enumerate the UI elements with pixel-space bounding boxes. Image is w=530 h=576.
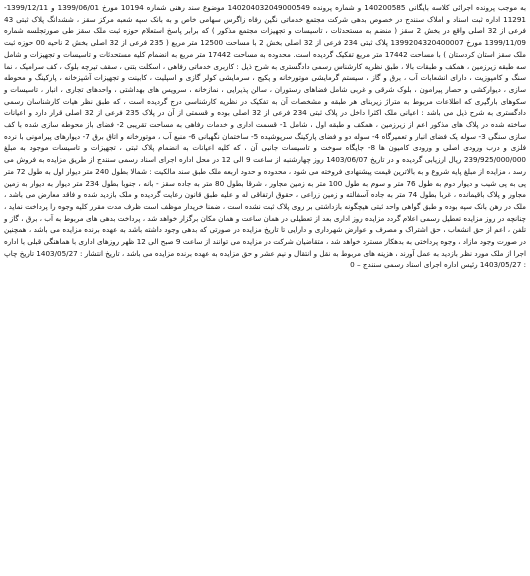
auction-notice-text: به موجب پرونده اجرائی کلاسه بایگانی 140200585 و شماره پرونده 140204032049000549 موضوع سند رهنی شماره 10194 مورخ 1399/06/01 و 1399/12/11-11291 اداره ثبت اسناد و املاک سنندج در خصوص بدهی شرکت مجتمع خدماتی نگین رفاه زاگرس سهامی خاص و به بانک سپه شعبه مرکز سقز ، ششدانگ پلاک ثبتی 43 فرعی از 32 اصلی واقع در بخش 2 سقز ( منضم به مستحدثات ، تاسیسات و تجهیزات مجتمع مذکور ) که برابر پاسخ استعلام حوزه ثبت ملک سقز طی صورتجلسه شماره 1399/11/09 مورخ 1399204320400007 پلاک ثبتی 234 فرعی از 32 اصلی بخش 2 با مساحت 12500 متر مربع ( 235 فرعی از 32 اصلی بخش 2 ناحیه 00 حوزه ثبت ملک سقز استان کردستان ) با مساحت 17442 متر مربع تفکیک گردیده است. محدوده به مساحت 17442 متر مربع به انضمام کلیه مستحدثات و تاسیسات و تجهیزات و شامل سه طبقه زیرزمین ، همکف و طبقات بالا ، طبق نظریه کارشناس رسمی دادگستری به شرح ذیل : کاربری خدماتی رفاهی ، اسکلت بتنی ، سقف تیرچه بلوک ، کف سرامیک ، نما سنگ و کامپوزیت ، دارای انشعابات آب ، برق و گاز ، سیستم گرمایشی موتورخانه و پکیج ، سرمایشی کولر گازی و اسپلیت ، کابینت و تجهیزات آشپزخانه ، پارکینگ و محوطه سازی ، دیوارکشی و حصار پیرامون ، بلوک شرقی و غربی شامل فضاهای رستوران ، سالن پذیرایی ، نمازخانه ، سرویس های بهداشتی ، واحدهای تجاری ، انبار ، تاسیسات و سکوهای بارگیری که اطلاعات مربوط به متراژ زیربنای هر طبقه و مشخصات آن به تفکیک در نظریه کارشناسی درج گردیده است ، که طبق نظر هیات کارشناسان رسمی دادگستری به شرح ذیل می باشد : اعیانی ملک اکثرا داخل در پلاک ثبتی 234 فرعی از 32 اصلی بوده و قسمتی از آن در پلاک 235 فرعی از 32 اصلی قرار دارد و اعیانات ساخته شده در پلاک های مذکور اعم از زیرزمین ، همکف و طبقه اول ، شامل 1- قسمت اداری و خدمات رفاهی به مساحت تقریبی 2- فضای باز محوطه سازی شده با کف سازی سنگی 3- سوله یک فضای انبار و تعمیرگاه 4- سوله دو و فضای پارکینگ سرپوشیده 5- ساختمان نگهبانی 6- منبع آب ، موتورخانه و اتاق برق 7- دیوارهای پیرامونی با نرده فلزی و درب ورودی اصلی و ورودی کامیون ها 8- جایگاه سوخت و تاسیسات جانبی آن ، که کلیه اعیانات به انضمام پلاک ثبتی ، تجهیزات و تاسیسات موجود به مبلغ 239/925/000/000 ریال ارزیابی گردیده و در تاریخ 1403/06/07 روز چهارشنبه از ساعت 9 الی 12 در محل اداره اجرای اسناد رسمی سنندج از طریق مزایده به فروش می رسد ، مزایده از مبلغ پایه شروع و به بالاترین قیمت پیشنهادی فروخته می شود ، محدوده و حدود اربعه ملک طبق سند مالکیت : شمالا بطول 240 متر دیوار اول به طول 72 متر پی به پی شیب و دیوار دوم به طول 76 متر و سوم به طول 100 متر به زمین مجاور ، شرقا بطول 80 متر به جاده سقز - بانه ، جنوبا بطول 234 متر دیوار به دیوار به زمین مجاور و پلاک باقیمانده ، غربا بطول 74 متر به جاده آسفالته و زمین زراعی ، حقوق ارتفاقی له و علیه طبق قانون رعایت گردیده و ملک بازدید شده و فاقد معارض می باشد ، ملک در رهن بانک سپه بوده و طبق گواهی واحد ثبتی هیچگونه بازداشتی بر روی پلاک ثبت نشده است ، ضمنا خریدار موظف است ظرف مدت مقرر کلیه وجوه را پرداخت نماید ، چنانچه در روز مزایده تعطیل رسمی اعلام گردد مزایده روز اداری بعد از تعطیلی در همان ساعت و همان مکان برگزار خواهد شد ، پرداخت بدهی های مربوط به آب ، برق ، گاز و تلفن ، اعم از حق انشعاب ، حق اشتراک و مصرف و عوارض شهرداری و دارایی تا تاریخ مزایده در صورتی که بدهی وجود داشته باشد به عهده برنده مزایده می باشد ، همچنین در صورت وجود مازاد ، وجوه پرداختی به بدهکار مسترد خواهد شد ، متقاضیان شرکت در مزایده می توانند از ساعت 9 صبح الی 12 ظهر روزهای اداری با هماهنگی قبلی با اداره اجرا از ملک مورد نظر بازدید به عمل آورند ، هزینه های مربوط به نقل و انتقال و نیم عشر و حق مزایده به عهده برنده مزایده می باشد ، تاریخ انتشار : 1403/05/27 تاریخ چاپ : 1403/05/27 رئیس اداره اجرای اسناد رسمی سنندج – 0 bbox=[4, 3, 527, 270]
